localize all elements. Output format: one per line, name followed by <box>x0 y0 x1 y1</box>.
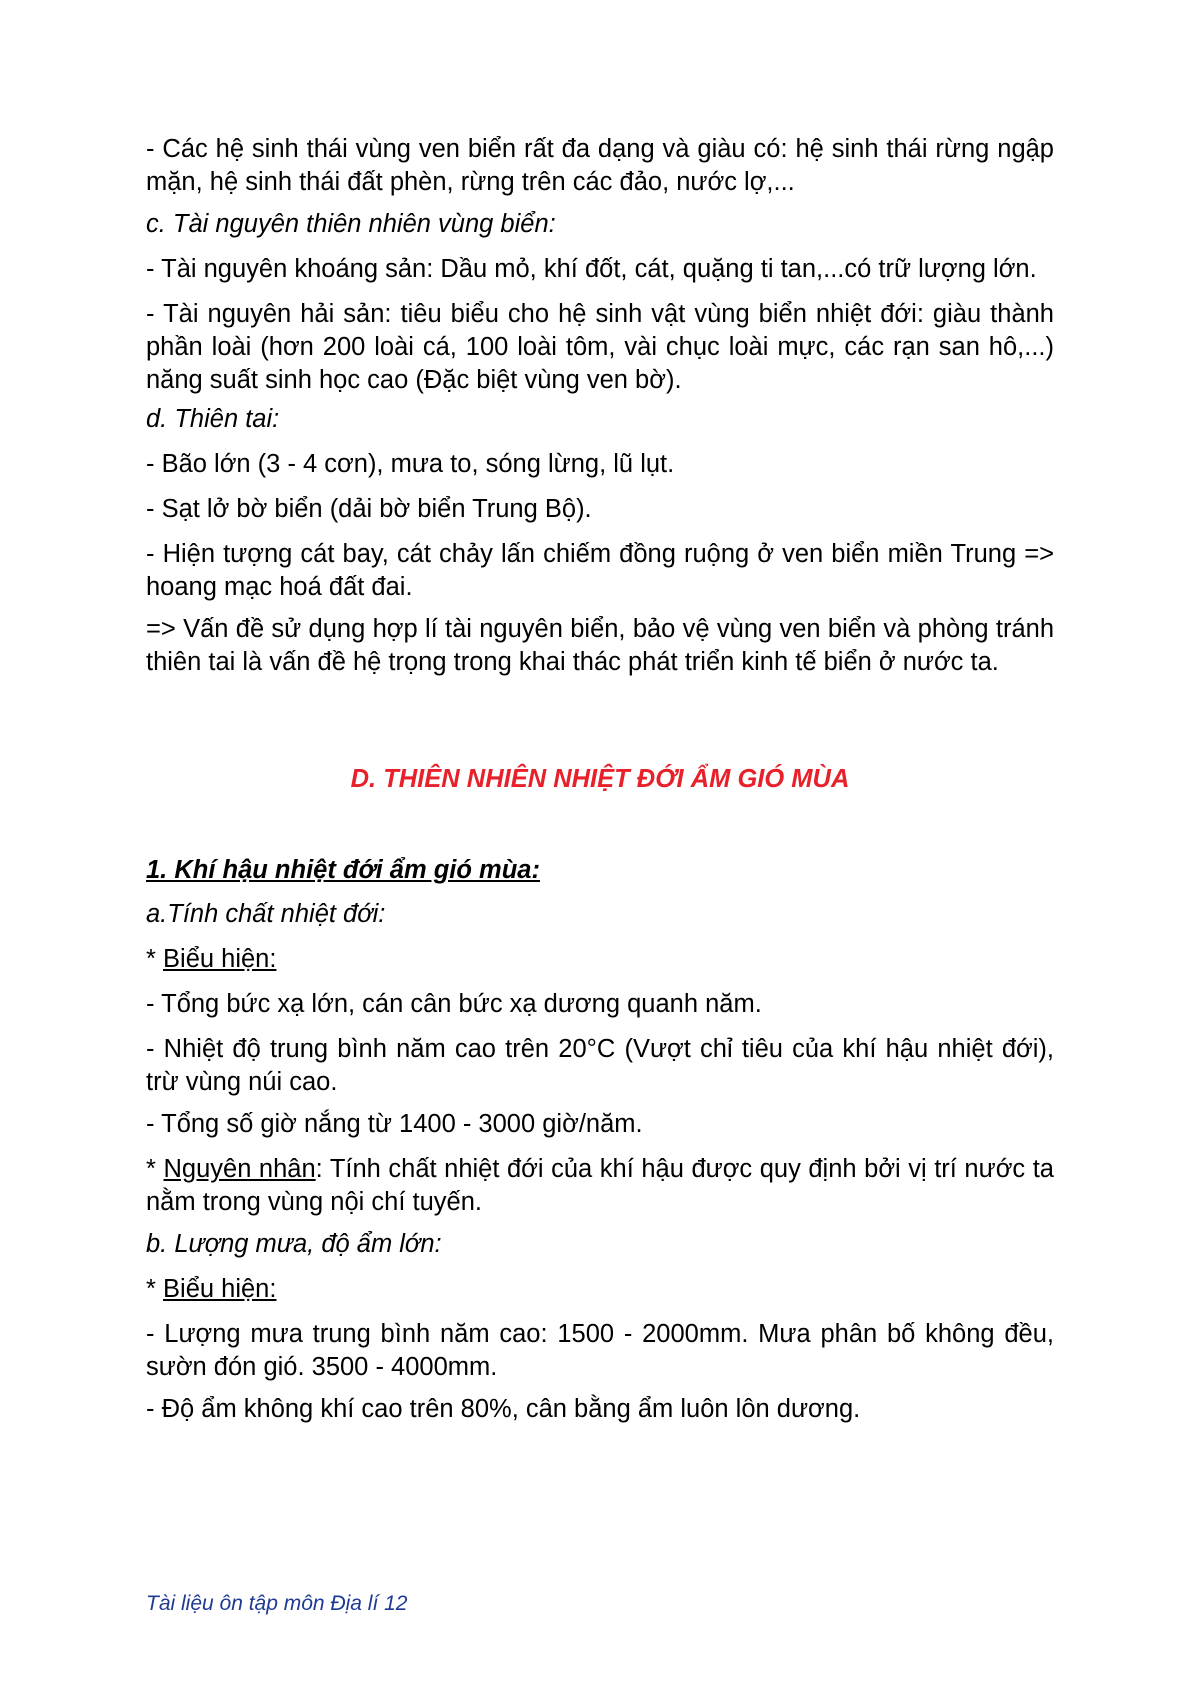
bieu-hien-label: Biểu hiện: <box>163 945 277 973</box>
paragraph-radiation: - Tổng bức xạ lớn, cán cân bức xạ dương quanh năm. <box>146 990 762 1018</box>
paragraph-rainfall: - Lượng mưa trung bình năm cao: 1500 - 2000mm. Mưa phân bố không đều, sườn đón gió. 3500 - 4000mm. <box>146 1320 1054 1381</box>
paragraph-temperature: - Nhiệt độ trung bình năm cao trên 20°C (Vượt chỉ tiêu của khí hậu nhiệt đới), trừ vùng núi cao. <box>146 1035 1054 1096</box>
paragraph-coastal-ecosystems: - Các hệ sinh thái vùng ven biển rất đa dạng và giàu có: hệ sinh thái rừng ngập mặn, hệ sinh thái đất phèn, rừng trên các đảo, nước lợ,... <box>146 135 1054 196</box>
cause-text: : Tính chất nhiệt đới của khí hậu được quy định bởi vị trí nước ta nằm trong vùng nội chí tuyến. <box>146 1155 1054 1216</box>
label-bieu-hien-1 <box>146 943 1054 976</box>
subsection-title-d: d. Thiên tai: <box>146 405 280 433</box>
label-bieu-hien-2 <box>146 1273 1054 1306</box>
paragraph-storms: - Bão lớn (3 - 4 cơn), mưa to, sóng lừng, lũ lụt. <box>146 450 675 478</box>
section-heading: D. THIÊN NHIÊN NHIỆT ĐỚI ẨM GIÓ MÙA <box>350 765 850 793</box>
subheading-climate: 1. Khí hậu nhiệt đới ẩm gió mùa: <box>146 856 540 884</box>
paragraph-humidity: - Độ ẩm không khí cao trên 80%, cân bằng ẩm luôn lôn dương. <box>146 1395 861 1423</box>
paragraph-seafood: - Tài nguyên hải sản: tiêu biểu cho hệ sinh vật vùng biển nhiệt đới: giàu thành phần loài (hơn 200 loài cá, 100 loài tôm, vài chục loài mực, các rạn san hô,...) năng suất sinh học cao (Đặc biệt vùng ven bờ). <box>146 300 1054 394</box>
page-footer: Tài liệu ôn tập môn Địa lí 12 <box>146 1592 408 1615</box>
subsection-title-c: c. Tài nguyên thiên nhiên vùng biển: <box>146 210 556 238</box>
bullet-star-2: * <box>146 1155 164 1183</box>
subsection-title-b: b. Lượng mưa, độ ẩm lớn: <box>146 1230 442 1258</box>
bieu-hien-label-2: Biểu hiện: <box>163 1275 277 1303</box>
paragraph-erosion: - Sạt lở bờ biển (dải bờ biển Trung Bộ). <box>146 495 592 523</box>
nguyen-nhan-label: Nguyên nhân <box>163 1155 316 1183</box>
subsection-title-a: a.Tính chất nhiệt đới: <box>146 900 386 928</box>
paragraph-conclusion: => Vấn đề sử dụng hợp lí tài nguyên biển, bảo vệ vùng ven biển và phòng tránh thiên tai là vấn đề hệ trọng trong khai thác phát triển kinh tế biển ở nước ta. <box>146 615 1054 676</box>
bullet-star: * <box>146 945 164 973</box>
paragraph-sunshine: - Tổng số giờ nắng từ 1400 - 3000 giờ/năm. <box>146 1110 643 1138</box>
bullet-star-3: * <box>146 1275 164 1303</box>
paragraph-cause <box>146 1153 1054 1219</box>
paragraph-minerals: - Tài nguyên khoáng sản: Dầu mỏ, khí đốt, cát, quặng ti tan,...có trữ lượng lớn. <box>146 255 1037 283</box>
paragraph-sand: - Hiện tượng cát bay, cát chảy lấn chiếm đồng ruộng ở ven biển miền Trung => hoang mạc hoá đất đai. <box>146 540 1054 601</box>
